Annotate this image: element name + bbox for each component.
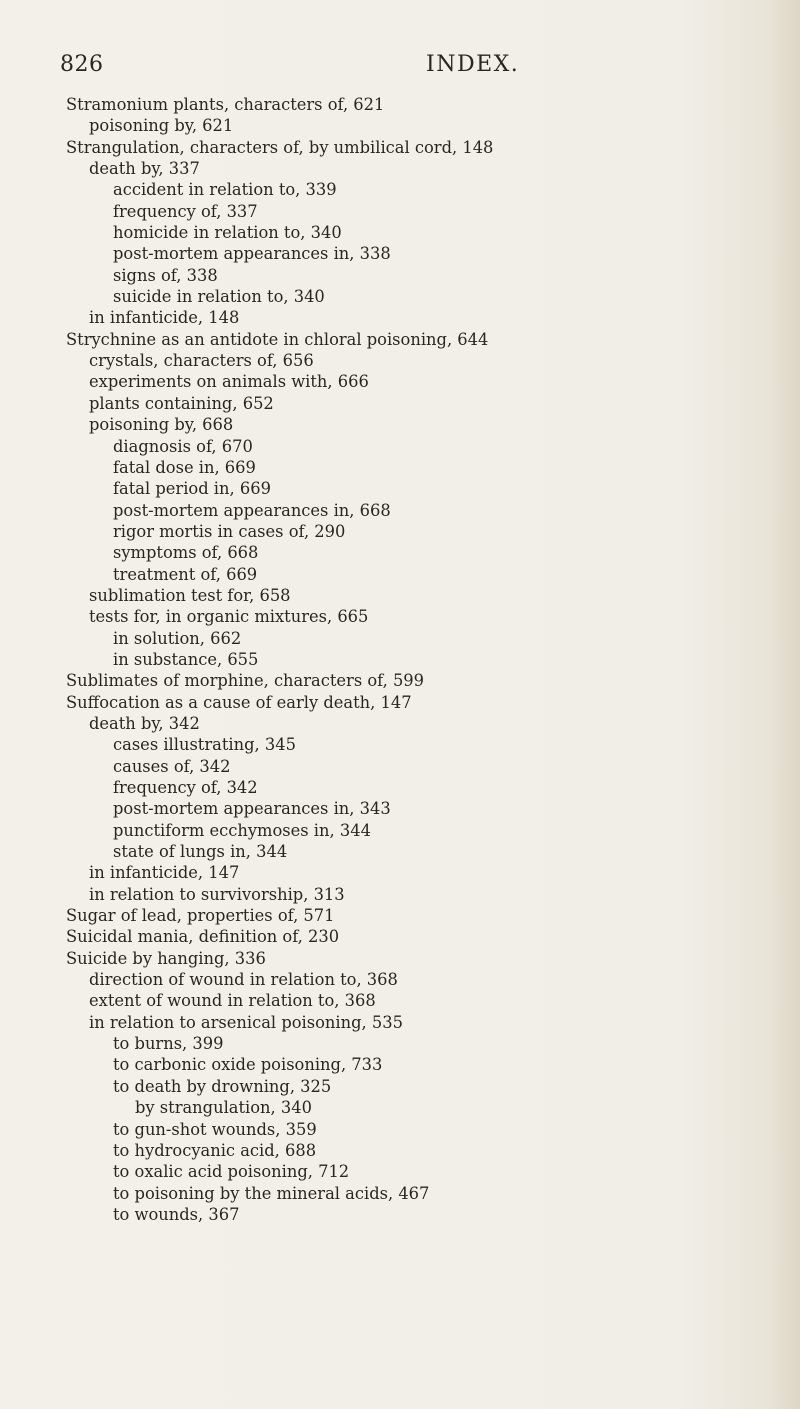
index-entry: Suicide by hanging, 336 <box>66 948 266 968</box>
index-subentry: sublimation test for, 658 <box>89 585 291 605</box>
index-subentry: causes of, 342 <box>113 756 231 776</box>
index-subentry: to hydrocyanic acid, 688 <box>113 1140 317 1160</box>
index-entry: Suffocation as a cause of early death, 147 <box>66 692 412 712</box>
page-number: 826 <box>60 52 104 77</box>
index-subentry: to gun-shot wounds, 359 <box>113 1119 317 1139</box>
index-subentry: fatal period in, 669 <box>113 479 271 499</box>
index-subentry: in infanticide, 147 <box>89 863 240 883</box>
index-list <box>66 94 766 1225</box>
index-subentry: suicide in relation to, 340 <box>113 287 325 307</box>
index-subentry: to oxalic acid poisoning, 712 <box>113 1162 350 1182</box>
index-entry: Stramonium plants, characters of, 621 <box>66 95 385 114</box>
index-subentry: plants containing, 652 <box>89 393 274 413</box>
index-subentry: to death by drowning, 325 <box>113 1076 332 1096</box>
index-subentry: to burns, 399 <box>113 1034 224 1054</box>
index-entry: Strychnine as an antidote in chloral poisoning, 644 <box>66 329 489 349</box>
index-subentry: punctiform ecchymoses in, 344 <box>113 820 371 840</box>
index-entry: Strangulation, characters of, by umbilical cord, 148 <box>66 137 494 157</box>
index-subentry: state of lungs in, 344 <box>113 842 288 862</box>
index-subentry: tests for, in organic mixtures, 665 <box>89 607 369 627</box>
index-subentry: experiments on animals with, 666 <box>89 372 369 392</box>
index-entry: Sublimates of morphine, characters of, 599 <box>66 671 425 691</box>
index-subentry: extent of wound in relation to, 368 <box>89 991 376 1011</box>
index-subentry: in substance, 655 <box>113 649 259 669</box>
index-subentry: direction of wound in relation to, 368 <box>89 970 398 990</box>
running-title: INDEX. <box>426 52 520 77</box>
index-subentry: frequency of, 342 <box>113 778 258 797</box>
page-header <box>60 52 760 86</box>
index-subentry: post-mortem appearances in, 343 <box>113 799 391 819</box>
index-subentry: post-mortem appearances in, 338 <box>113 244 391 264</box>
index-subentry: to poisoning by the mineral acids, 467 <box>113 1183 430 1203</box>
index-subentry: frequency of, 337 <box>113 201 258 221</box>
index-subentry: crystals, characters of, 656 <box>89 351 314 371</box>
index-subentry: symptoms of, 668 <box>113 543 259 563</box>
index-subentry: signs of, 338 <box>113 265 218 285</box>
index-subentry: poisoning by, 621 <box>89 116 234 136</box>
index-subentry: death by, 342 <box>89 713 200 733</box>
index-subentry: to wounds, 367 <box>113 1204 240 1224</box>
index-subentry: in relation to arsenical poisoning, 535 <box>89 1012 403 1032</box>
index-subentry: accident in relation to, 339 <box>113 180 337 200</box>
index-subentry: homicide in relation to, 340 <box>113 223 342 243</box>
index-entry: Suicidal mania, definition of, 230 <box>66 927 340 947</box>
index-subentry: diagnosis of, 670 <box>113 436 253 456</box>
index-subentry: poisoning by, 668 <box>89 415 234 435</box>
index-subentry: death by, 337 <box>89 159 200 179</box>
index-subentry: in solution, 662 <box>113 628 242 648</box>
index-subentry: in relation to survivorship, 313 <box>89 884 345 904</box>
index-subentry: in infanticide, 148 <box>89 308 240 328</box>
index-subentry: to carbonic oxide poisoning, 733 <box>113 1055 383 1075</box>
index-subentry: by strangulation, 340 <box>135 1098 312 1118</box>
index-subentry: cases illustrating, 345 <box>113 735 296 755</box>
index-subentry: fatal dose in, 669 <box>113 457 256 477</box>
index-subentry: post-mortem appearances in, 668 <box>113 500 391 520</box>
index-subentry: treatment of, 669 <box>113 564 258 584</box>
index-subentry: rigor mortis in cases of, 290 <box>113 521 346 541</box>
index-entry: Sugar of lead, properties of, 571 <box>66 906 335 926</box>
